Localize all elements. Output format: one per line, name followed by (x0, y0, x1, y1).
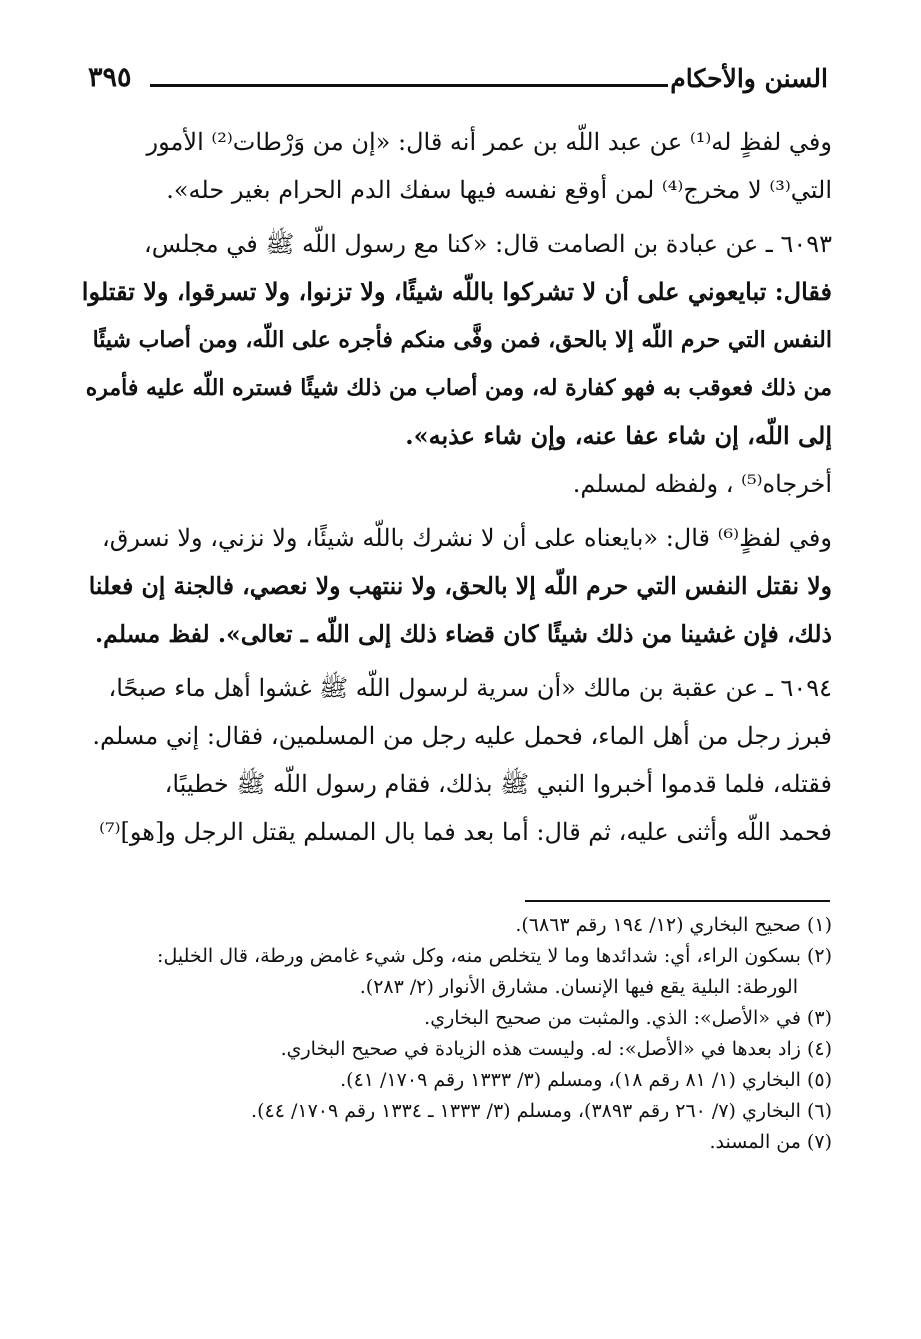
footnote-continuation: الورطة: البلية يقع فيها الإنسان. مشارق الأنوار (٢/ ٢٨٣). (359, 976, 798, 998)
footnote: (٢) بسكون الراء، أي: شدائدها وما لا يتخلص منه، وكل شيء غامض ورطة، قال الخليل: (157, 945, 832, 967)
text-line: إلى اللّه، إن شاء عفا عنه، وإن شاء عذبه». (405, 421, 832, 450)
text-line: وفي لفظٍ له⁽¹⁾ عن عبد اللّه بن عمر أنه قال: «إن من وَرْطات⁽²⁾ الأمور (146, 128, 832, 156)
text-line: فقتله، فلما قدموا أخبروا النبي ﷺ بذلك، فقام رسول اللّه ﷺ خطيبًا، (164, 770, 832, 798)
footnote: (١) صحيح البخاري (١٢/ ١٩٤ رقم ٦٨٦٣). (515, 914, 832, 936)
hadith-6093-heading: ٦٠٩٣ ـ عن عبادة بن الصامت قال: «كنا مع رسول اللّه ﷺ في مجلس، (143, 230, 832, 258)
text-line: فبرز رجل من أهل الماء، فحمل عليه رجل من المسلمين، فقال: إني مسلم. (92, 722, 832, 750)
text-line: فقال: تبايعوني على أن لا تشركوا باللّه شيئًا، ولا تزنوا، ولا تسرقوا، ولا تقتلوا (81, 277, 832, 306)
footnotes (82, 910, 832, 1158)
text-line: فحمد اللّه وأثنى عليه، ثم قال: أما بعد فما بال المسلم يقتل الرجل و[هو]⁽⁷⁾ (99, 818, 832, 846)
text-line: ذلك، فإن غشينا من ذلك شيئًا كان قضاء ذلك إلى اللّه ـ تعالى». لفظ مسلم. (95, 620, 832, 648)
footnote: (٦) البخاري (٧/ ٢٦٠ رقم ٣٨٩٣)، ومسلم (٣/ ١٣٣٣ ـ ١٣٣٤ رقم ١٧٠٩/ ٤٤). (251, 1100, 832, 1122)
hadith-6094-heading: ٦٠٩٤ ـ عن عقبة بن مالك «أن سرية لرسول اللّه ﷺ غشوا أهل ماء صبحًا، (108, 674, 832, 702)
running-title: السنن والأحكام (670, 64, 828, 93)
page-header (88, 62, 828, 102)
page-number: ٣٩٥ (88, 62, 132, 93)
text-line: وفي لفظٍ⁽⁶⁾ قال: «بايعناه على أن لا نشرك باللّه شيئًا، ولا نزني، ولا نسرق، (101, 524, 832, 552)
footnote: (٧) من المسند. (709, 1131, 832, 1153)
footnote: (٣) في «الأصل»: الذي. والمثبت من صحيح البخاري. (424, 1007, 832, 1029)
text-line: أخرجاه⁽⁵⁾ ، ولفظه لمسلم. (572, 470, 832, 498)
footnote-separator (525, 900, 830, 902)
main-text (82, 118, 832, 856)
footnote: (٤) زاد بعدها في «الأصل»: له. وليست هذه الزيادة في صحيح البخاري. (280, 1038, 832, 1060)
footnote: (٥) البخاري (١/ ٨١ رقم ١٨)، ومسلم (٣/ ١٣٣٣ رقم ١٧٠٩/ ٤١). (340, 1069, 832, 1091)
header-rule (150, 84, 668, 87)
text-line: التي⁽³⁾ لا مخرج⁽⁴⁾ لمن أوقع نفسه فيها سفك الدم الحرام بغير حله». (166, 176, 832, 204)
text-line: ولا نقتل النفس التي حرم اللّه إلا بالحق، ولا ننتهب ولا نعصي، فالجنة إن فعلنا (88, 572, 832, 600)
text-line: النفس التي حرم اللّه إلا بالحق، فمن وفَّى منكم فأجره على اللّه، ومن أصاب شيئًا (92, 327, 832, 353)
text-line: من ذلك فعوقب به فهو كفارة له، ومن أصاب من ذلك شيئًا فستره اللّه عليه فأمره (85, 375, 832, 401)
